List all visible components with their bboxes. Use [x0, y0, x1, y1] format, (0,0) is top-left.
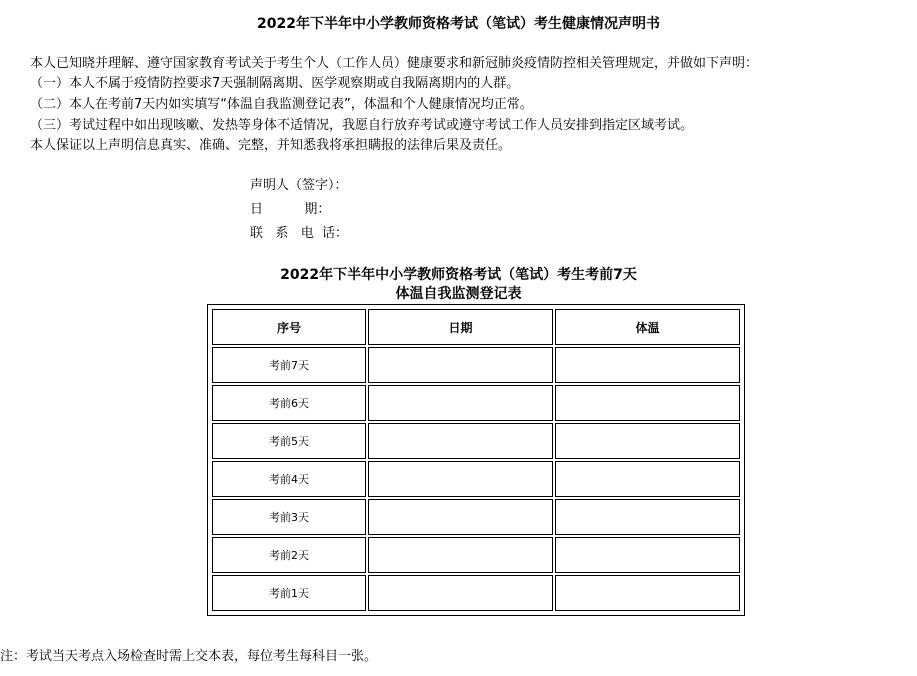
row-day-label: 考前6天 [212, 385, 366, 421]
date-cell[interactable] [368, 423, 553, 459]
temperature-cell[interactable] [555, 461, 740, 497]
declaration-guarantee: 本人保证以上声明信息真实、准确、完整，并知悉我将承担瞒报的法律后果及责任。 [30, 138, 512, 153]
header-date: 日期 [368, 309, 553, 345]
phone-label: 联 系 电 话： [250, 226, 349, 241]
footer-note: 注：考试当天考点入场检查时需上交本表，每位考生每科目一张。 [0, 649, 378, 664]
declaration-title: 2022年下半年中小学教师资格考试（笔试）考生健康情况声明书 [257, 16, 660, 32]
date-label: 日 期： [250, 202, 331, 217]
row-day-label: 考前5天 [212, 423, 366, 459]
table-row [212, 347, 740, 383]
date-cell[interactable] [368, 575, 553, 611]
date-cell[interactable] [368, 461, 553, 497]
temperature-cell[interactable] [555, 385, 740, 421]
temperature-cell[interactable] [555, 537, 740, 573]
header-temperature: 体温 [555, 309, 740, 345]
table-row [212, 385, 740, 421]
row-day-label: 考前3天 [212, 499, 366, 535]
date-cell[interactable] [368, 347, 553, 383]
row-day-label: 考前7天 [212, 347, 366, 383]
row-day-label: 考前4天 [212, 461, 366, 497]
declaration-item-3: （三）考试过程中如出现咳嗽、发热等身体不适情况，我愿自行放弃考试或遵守考试工作人员安排到指定区域考试。 [30, 118, 694, 133]
declaration-intro: 本人已知晓并理解、遵守国家教育考试关于考生个人（工作人员）健康要求和新冠肺炎疫情防控相关管理规定，并做如下声明： [30, 56, 759, 71]
date-cell[interactable] [368, 537, 553, 573]
declaration-item-1: （一）本人不属于疫情防控要求7天强制隔离期、医学观察期或自我隔离期内的人群。 [30, 76, 520, 91]
temperature-cell[interactable] [555, 575, 740, 611]
table-header-row [212, 309, 740, 345]
date-cell[interactable] [368, 385, 553, 421]
header-seq: 序号 [212, 309, 366, 345]
row-day-label: 考前1天 [212, 575, 366, 611]
row-day-label: 考前2天 [212, 537, 366, 573]
table-title-line-1: 2022年下半年中小学教师资格考试（笔试）考生考前7天 [280, 267, 637, 283]
table-title-line-2: 体温自我监测登记表 [395, 286, 522, 302]
date-cell[interactable] [368, 499, 553, 535]
temperature-cell[interactable] [555, 499, 740, 535]
table-row [212, 537, 740, 573]
temperature-cell[interactable] [555, 423, 740, 459]
signer-label: 声明人（签字）： [250, 178, 348, 193]
temperature-cell[interactable] [555, 347, 740, 383]
table-row [212, 575, 740, 611]
table-row [212, 423, 740, 459]
table-row [212, 499, 740, 535]
declaration-item-2: （二）本人在考前7天内如实填写“体温自我监测登记表”，体温和个人健康情况均正常。 [30, 97, 533, 112]
temperature-log-table [207, 304, 745, 616]
table-row [212, 461, 740, 497]
